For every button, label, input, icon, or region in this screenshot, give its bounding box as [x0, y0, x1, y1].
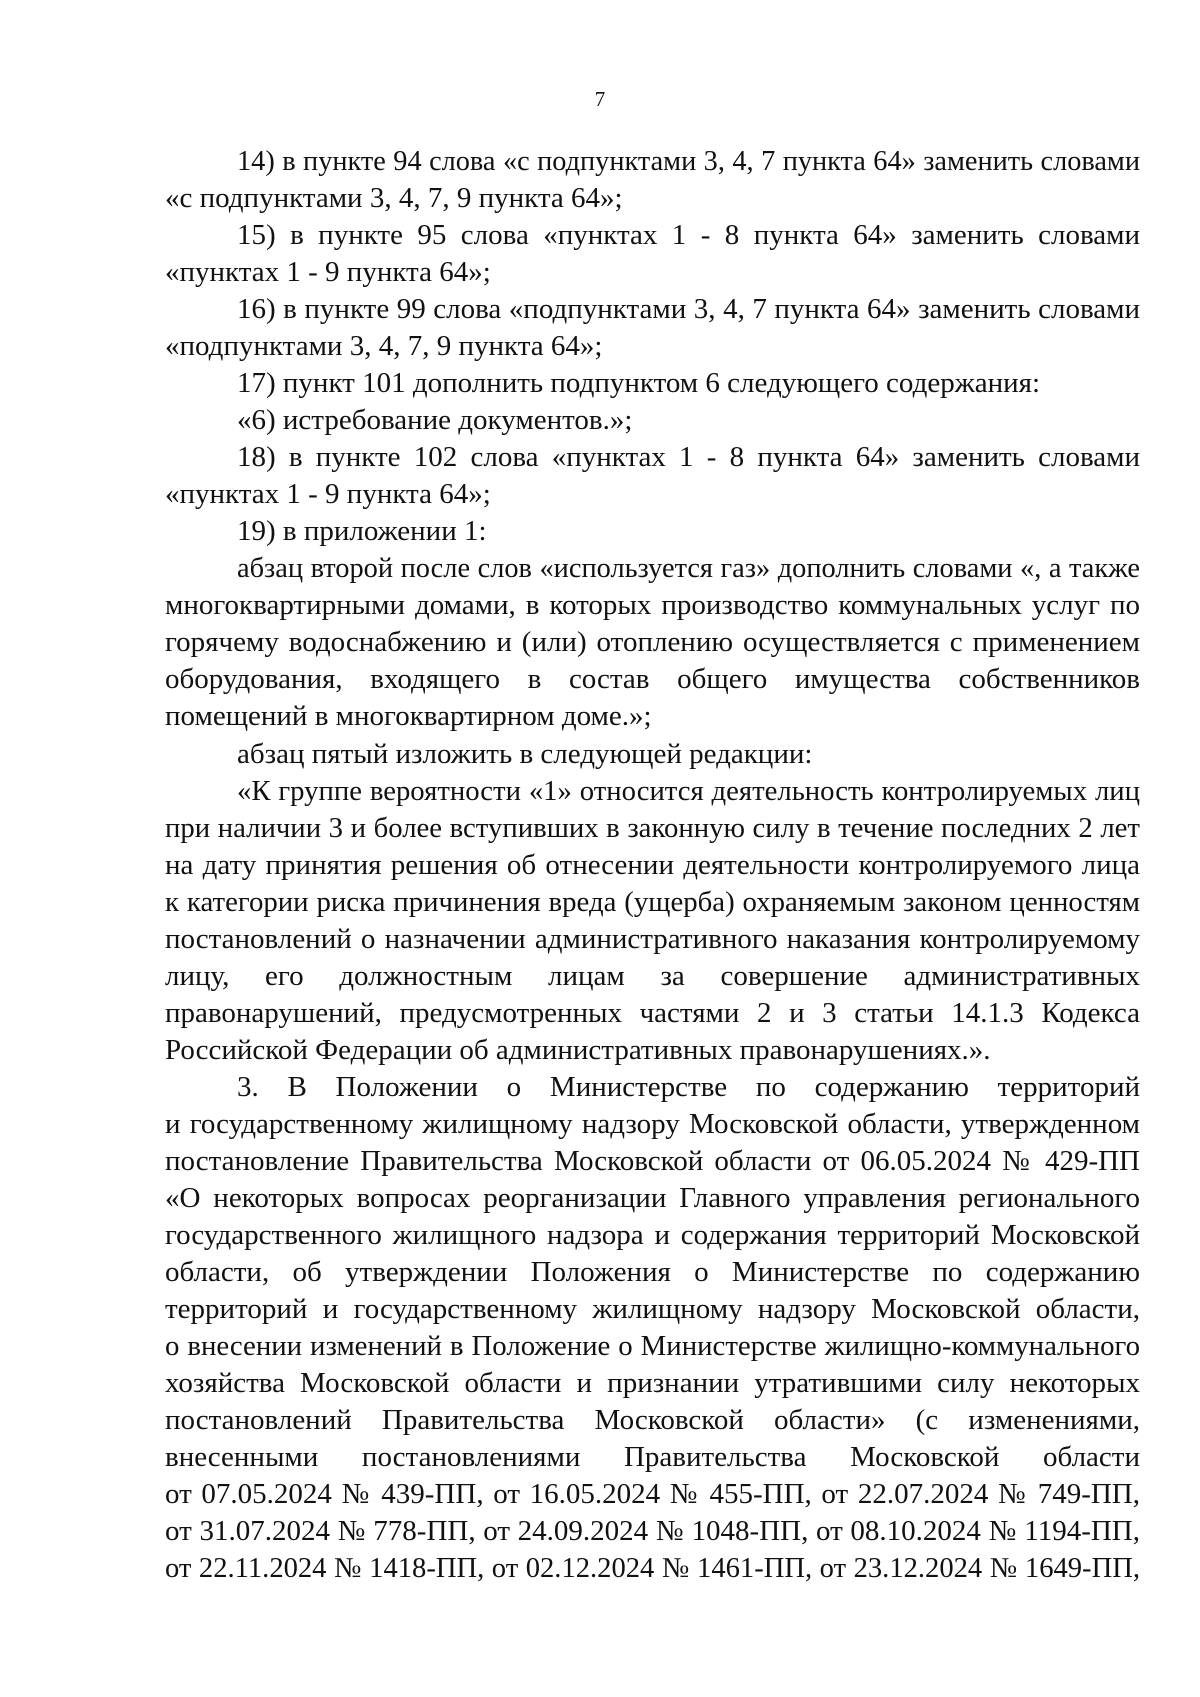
text-line: абзац второй после слов «используется газ» дополнить словами «, а также	[237, 553, 1140, 585]
text-line: «О некоторых вопросах реорганизации Главного управления регионального	[165, 1181, 1140, 1214]
text-line: горячему водоснабжению и (или) отоплению осуществляется с применением	[165, 626, 1140, 659]
text-line: постановлений Правительства Московской области» (с изменениями,	[165, 1404, 1140, 1437]
text-line: на дату принятия решения об отнесении деятельности контролируемого лица	[165, 848, 1140, 881]
text-line: хозяйства Московской области и признании утратившими силу некоторых	[165, 1367, 1140, 1400]
text-line: многоквартирными домами, в которых производство коммунальных услуг по	[165, 589, 1140, 622]
text-line: «подпунктами 3, 4, 7, 9 пункта 64»;	[165, 330, 603, 363]
text-line: при наличии 3 и более вступивших в законную силу в течение последних 2 лет	[165, 811, 1140, 844]
text-line: постановление Правительства Московской области от 06.05.2024 № 429-ПП	[165, 1144, 1140, 1177]
text-line: 19) в приложении 1:	[237, 515, 487, 548]
text-line: помещений в многоквартирном доме.»;	[165, 700, 652, 733]
text-line: 17) пункт 101 дополнить подпунктом 6 следующего содержания:	[237, 367, 1041, 400]
text-line: к категории риска причинения вреда (ущерба) охраняемым законом ценностям	[165, 885, 1140, 918]
text-line: территорий и государственному жилищному надзору Московской области,	[165, 1292, 1140, 1325]
text-line: 15) в пункте 95 слова «пунктах 1 - 8 пункта 64» заменить словами	[237, 219, 1140, 252]
text-line: государственного жилищного надзора и содержания территорий Московской	[165, 1218, 1140, 1251]
text-line: от 22.11.2024 № 1418-ПП, от 02.12.2024 № 1461-ПП, от 23.12.2024 № 1649-ПП,	[165, 1553, 1140, 1585]
text-line: лицу, его должностным лицам за совершение административных	[165, 959, 1140, 992]
text-line: «6) истребование документов.»;	[237, 404, 633, 437]
document-body	[165, 143, 1140, 1587]
text-line: о внесении изменений в Положение о Министерстве жилищно-коммунального	[165, 1330, 1140, 1362]
text-line: постановлений о назначении административного наказания контролируемому	[165, 922, 1140, 955]
text-line: 14) в пункте 94 слова «с подпунктами 3, 4, 7 пункта 64» заменить словами	[237, 146, 1140, 177]
text-line: от 31.07.2024 № 778-ПП, от 24.09.2024 № 1048-ПП, от 08.10.2024 № 1194-ПП,	[165, 1515, 1140, 1548]
text-line: 16) в пункте 99 слова «подпунктами 3, 4, 7 пункта 64» заменить словами	[237, 293, 1140, 326]
text-line: оборудования, входящего в состав общего имущества собственников	[165, 663, 1140, 696]
text-line: 3. В Положении о Министерстве по содержанию территорий	[237, 1070, 1140, 1103]
text-line: абзац пятый изложить в следующей редакции:	[237, 737, 813, 770]
page-number: 7	[594, 87, 606, 111]
text-line: «с подпунктами 3, 4, 7, 9 пункта 64»;	[165, 182, 623, 215]
text-line: Российской Федерации об административных правонарушениях.».	[165, 1033, 991, 1066]
text-line: области, об утверждении Положения о Министерстве по содержанию	[165, 1255, 1140, 1288]
text-line: от 07.05.2024 № 439-ПП, от 16.05.2024 № 455-ПП, от 22.07.2024 № 749-ПП,	[165, 1478, 1140, 1511]
text-line: «пунктах 1 - 9 пункта 64»;	[165, 478, 491, 511]
text-line: и государственному жилищному надзору Московской области, утвержденном	[165, 1107, 1140, 1140]
text-line: «К группе вероятности «1» относится деятельность контролируемых лиц	[237, 774, 1140, 807]
text-line: правонарушений, предусмотренных частями 2 и 3 статьи 14.1.3 Кодекса	[165, 996, 1140, 1029]
text-line: «пунктах 1 - 9 пункта 64»;	[165, 256, 491, 289]
text-line: 18) в пункте 102 слова «пунктах 1 - 8 пункта 64» заменить словами	[237, 441, 1140, 474]
text-line: внесенными постановлениями Правительства Московской области	[165, 1441, 1140, 1474]
